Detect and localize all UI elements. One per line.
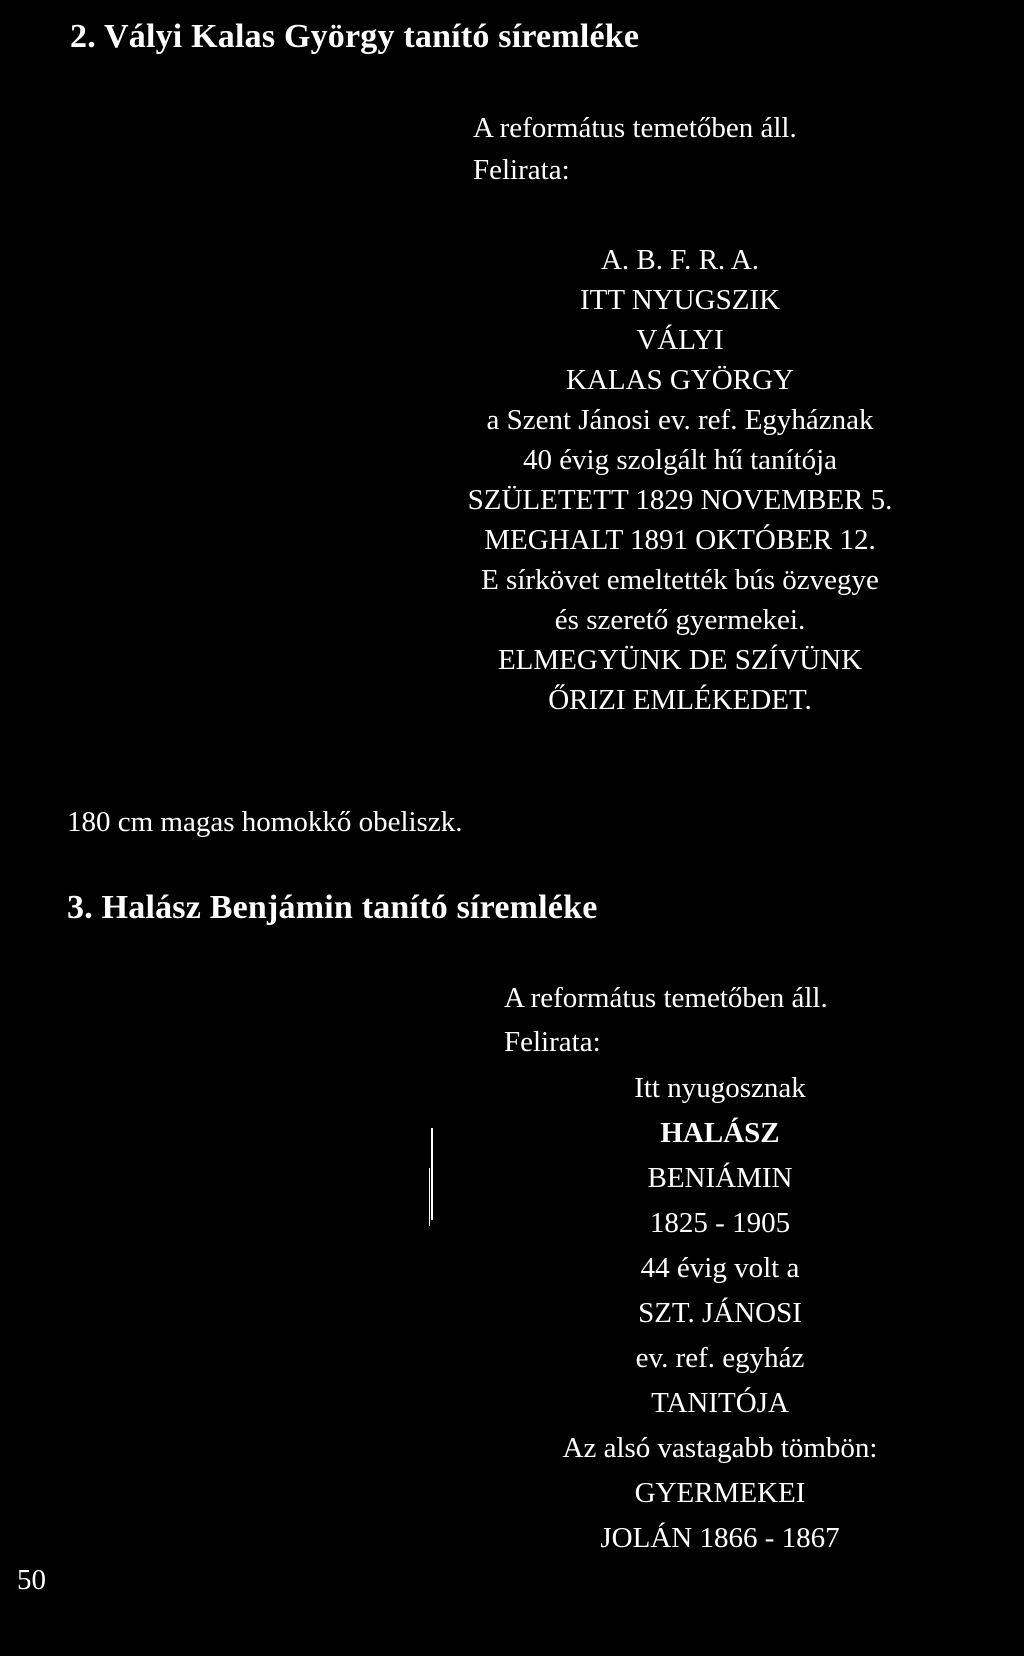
- inscription-line: GYERMEKEI: [634, 1477, 806, 1509]
- inscription-line: BENIÁMIN: [647, 1162, 793, 1194]
- inscription-line: MEGHALT 1891 OKTÓBER 12.: [484, 524, 876, 556]
- inscription-line: és szerető gyermekei.: [554, 604, 806, 636]
- section-3-inscription-label: Felirata:: [504, 1026, 601, 1058]
- inscription-line: ev. ref. egyház: [635, 1342, 805, 1374]
- inscription-line: ITT NYUGSZIK: [579, 284, 781, 316]
- inscription-line: HALÁSZ: [660, 1117, 780, 1149]
- inscription-line: ELMEGYÜNK DE SZÍVÜNK: [497, 644, 863, 676]
- inscription-line: KALAS GYÖRGY: [566, 364, 794, 396]
- section-3-title: 3. Halász Benjámin tanító síremléke: [67, 889, 598, 926]
- section-2-title: 2. Vályi Kalas György tanító síremléke: [70, 18, 640, 55]
- page-number: 50: [17, 1564, 46, 1596]
- inscription-line: VÁLYI: [636, 324, 724, 356]
- inscription-line: 44 évig volt a: [640, 1252, 800, 1284]
- section-3-inscription: [460, 1066, 980, 1561]
- section-2-inscription-label: Felirata:: [473, 154, 570, 186]
- inscription-line: 40 évig szolgált hű tanítója: [522, 444, 838, 476]
- inscription-line: A. B. F. R. A.: [600, 244, 760, 276]
- inscription-line: TANITÓJA: [651, 1387, 789, 1419]
- inscription-line: a Szent Jánosi ev. ref. Egyháznak: [486, 404, 874, 436]
- vertical-rule: [429, 1168, 430, 1226]
- section-2-description: 180 cm magas homokkő obeliszk.: [67, 806, 463, 838]
- inscription-line: SZT. JÁNOSI: [638, 1297, 802, 1329]
- inscription-line: ŐRIZI EMLÉKEDET.: [548, 684, 812, 716]
- section-2-location: A református temetőben áll.: [473, 112, 797, 144]
- inscription-line: JOLÁN 1866 - 1867: [600, 1522, 840, 1554]
- section-2-inscription: [420, 240, 940, 720]
- inscription-line: 1825 - 1905: [649, 1207, 791, 1239]
- vertical-rule: [431, 1128, 433, 1220]
- inscription-line: Az alsó vastagabb tömbön:: [562, 1432, 878, 1464]
- section-3-location: A református temetőben áll.: [504, 982, 828, 1014]
- inscription-line: E sírkövet emeltették bús özvegye: [481, 564, 879, 596]
- inscription-line: SZÜLETETT 1829 NOVEMBER 5.: [467, 484, 893, 516]
- inscription-line: Itt nyugosznak: [634, 1072, 806, 1104]
